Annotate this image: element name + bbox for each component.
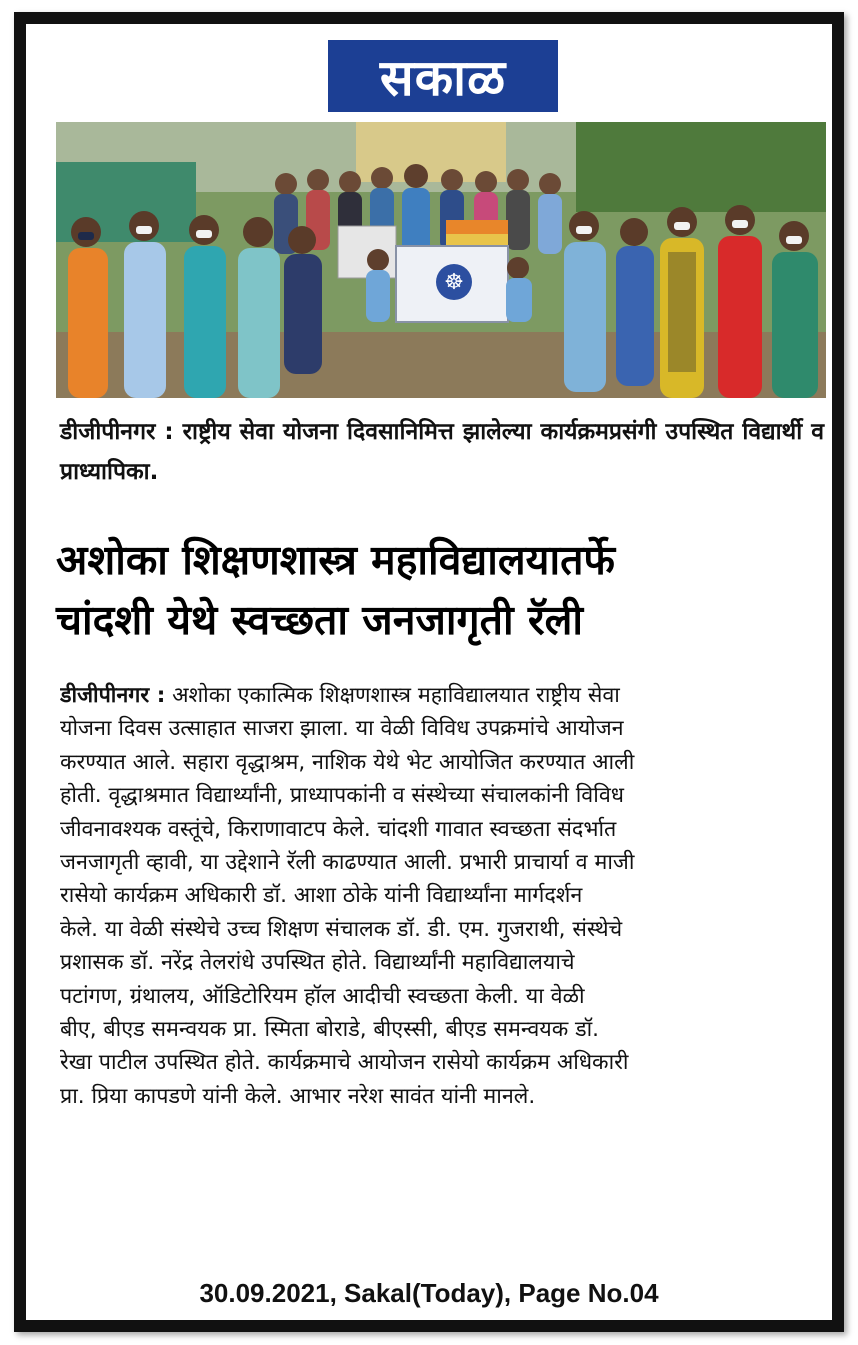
headline-line-1: अशोका शिक्षणशास्त्र महाविद्यालयातर्फे: [56, 536, 616, 584]
clipping-frame: [14, 12, 844, 1332]
article-line: पटांगण, ग्रंथालय, ऑडिटोरियम हॉल आदीची स्वच्छता केली. या वेळी: [60, 983, 585, 1009]
source-citation: 30.09.2021, Sakal(Today), Page No.04: [199, 1278, 659, 1308]
article-dateline: डीजीपीनगर :: [60, 683, 166, 708]
article-body: [60, 679, 824, 1113]
article-line: जनजागृती व्हावी, या उद्देशाने रॅली काढण्यात आली. प्रभारी प्राचार्या व माजी: [60, 850, 635, 876]
news-photo: [56, 122, 826, 398]
article-line: डीजीपीनगर : अशोका एकात्मिक शिक्षणशास्त्र महाविद्यालयात राष्ट्रीय सेवा: [60, 683, 620, 708]
article-line: करण्यात आले. सहारा वृद्धाश्रम, नाशिक येथे भेट आयोजित करण्यात आली: [60, 749, 635, 775]
article-headline: [56, 530, 826, 650]
photo-caption: डीजीपीनगर : राष्ट्रीय सेवा योजना दिवसानिमित्त झालेल्या कार्यक्रमप्रसंगी उपस्थित विद्यार्थी व प्राध्यापिका.: [60, 419, 824, 485]
article-line: प्रा. प्रिया कापडणे यांनी केले. आभार नरेश सावंत यांनी मानले.: [60, 1083, 536, 1109]
headline-line-2: चांदशी येथे स्वच्छता जनजागृती रॅली: [56, 596, 584, 644]
article-line: रासेयो कार्यक्रम अधिकारी डॉ. आशा ठोके यांनी विद्यार्थ्यांना मार्गदर्शन: [60, 883, 583, 909]
article-line: होती. वृद्धाश्रमात विद्यार्थ्यांनी, प्राध्यापकांनी व संस्थेच्या संचालकांनी विविध: [60, 783, 625, 809]
article-line: योजना दिवस उत्साहात साजरा झाला. या वेळी विविध उपक्रमांचे आयोजन: [60, 716, 624, 742]
banner-emblem-icon: ☸: [444, 270, 464, 295]
article-line: रेखा पाटील उपस्थित होते. कार्यक्रमाचे आयोजन रासेयो कार्यक्रम अधिकारी: [60, 1050, 629, 1076]
group-photo-illustration: [56, 122, 826, 398]
newspaper-masthead: सकाळ: [328, 40, 558, 112]
article-line: केले. या वेळी संस्थेचे उच्च शिक्षण संचालक डॉ. डी. एम. गुजराथी, संस्थेचे: [60, 916, 623, 942]
article-line: जीवनावश्यक वस्तूंचे, किराणावाटप केले. चांदशी गावात स्वच्छता संदर्भात: [60, 816, 617, 842]
article-line: बीए, बीएड समन्वयक प्रा. स्मिता बोराडे, बीएस्सी, बीएड समन्वयक डॉ.: [60, 1017, 600, 1043]
article-line: प्रशासक डॉ. नरेंद्र तेलरांधे उपस्थित होते. विद्यार्थ्यांनी महाविद्यालयाचे: [60, 950, 575, 976]
